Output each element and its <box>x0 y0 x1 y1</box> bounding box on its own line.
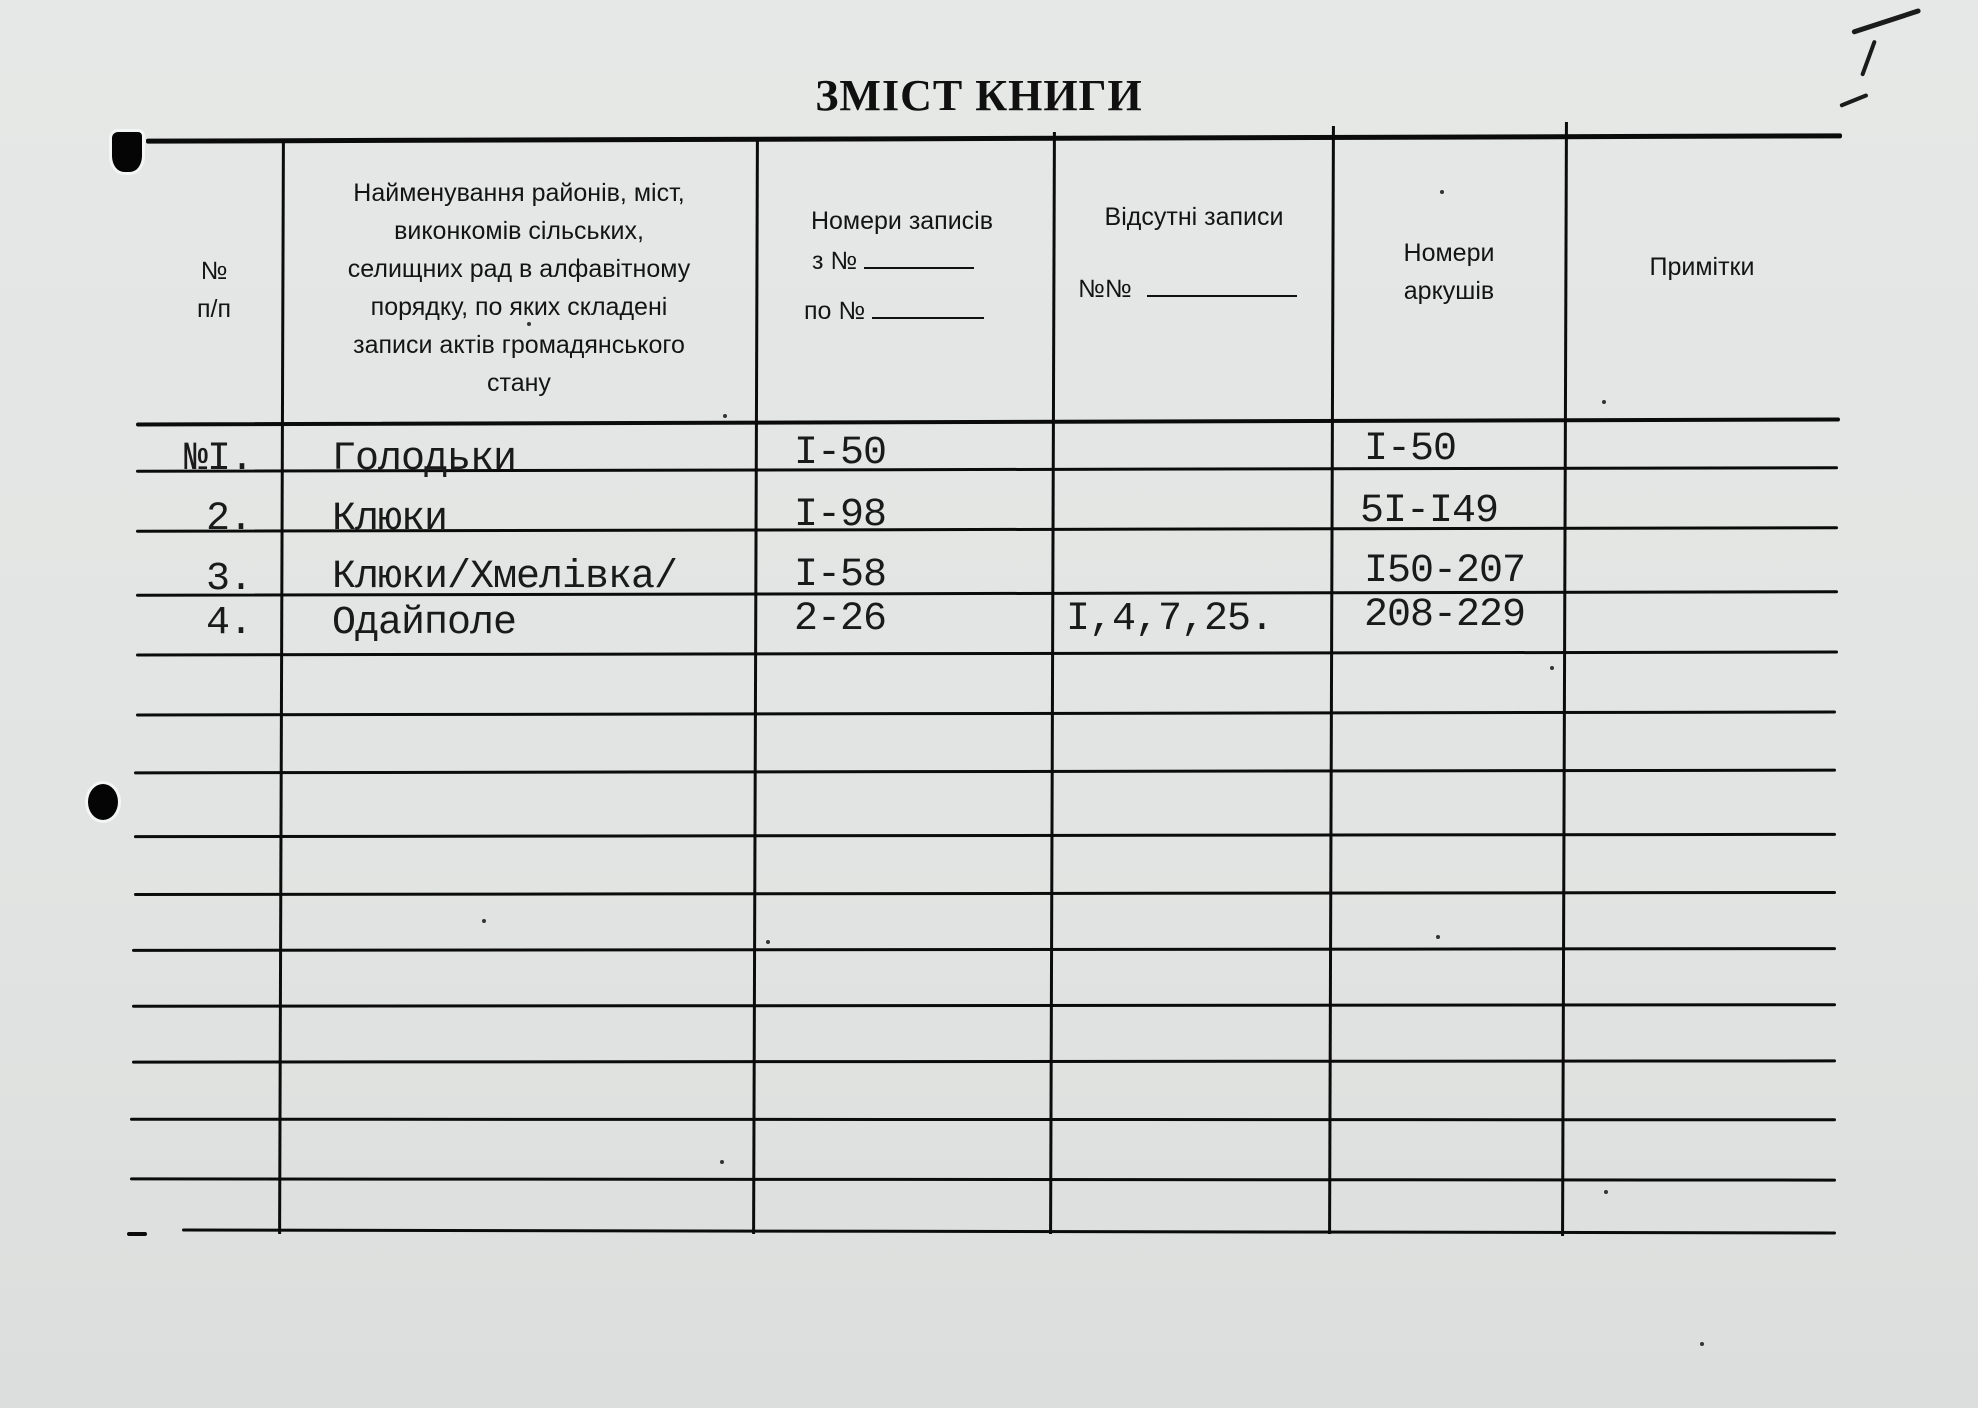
nn-blank <box>1147 295 1297 297</box>
scan-speck <box>1604 1190 1608 1194</box>
header-number <box>150 252 278 328</box>
row-number: 4. <box>206 601 253 646</box>
scan-speck <box>1700 1342 1704 1346</box>
row-rule <box>132 1003 1836 1007</box>
header-records <box>760 202 1050 330</box>
header-notes <box>1568 248 1836 286</box>
row-rule <box>132 947 1836 952</box>
row-records: I-98 <box>794 493 887 538</box>
row-records: I-50 <box>794 431 887 476</box>
header-number-line: п/п <box>196 295 232 323</box>
header-records-to <box>760 292 1050 330</box>
table-top-rule <box>146 133 1842 143</box>
page-title: ЗМІСТ КНИГИ <box>815 71 1143 120</box>
header-name-line: селищних рад в алфавітному <box>347 255 691 283</box>
row-rule <box>132 1059 1836 1063</box>
row-rule <box>136 651 1838 657</box>
header-records-title: Номери записів <box>810 207 994 235</box>
row-number: 3. <box>206 557 253 602</box>
to-blank <box>872 317 984 319</box>
row-name: Клюки <box>332 497 448 542</box>
header-bottom-rule <box>136 417 1840 426</box>
column-divider <box>278 142 285 1234</box>
row-rule <box>134 769 1836 775</box>
scan-speck <box>1550 666 1554 670</box>
row-rule <box>136 711 1836 717</box>
to-label: по № <box>804 297 866 325</box>
nn-label: №№ <box>1078 275 1132 303</box>
row-name: Одайполе <box>332 601 517 646</box>
header-notes-line: Примітки <box>1649 253 1755 281</box>
scan-speck <box>527 322 531 326</box>
row-rule <box>130 1118 1836 1122</box>
row-rule <box>134 833 1836 838</box>
handwritten-stroke-top <box>1851 8 1921 35</box>
header-name <box>286 174 752 402</box>
table-bottom-rule <box>182 1229 1836 1235</box>
header-records-from <box>760 242 1050 280</box>
header-missing-nn <box>1058 270 1330 308</box>
header-sheets-line: Номери <box>1403 239 1495 267</box>
header-missing-title: Відсутні записи <box>1104 203 1284 231</box>
header-name-line: порядку, по яких складені <box>370 293 668 321</box>
scan-speck <box>1440 190 1444 194</box>
row-rule <box>134 891 1836 896</box>
scan-speck <box>720 1160 724 1164</box>
header-number-line: № <box>200 257 228 285</box>
row-number: №I. <box>184 437 254 482</box>
from-blank <box>864 267 974 269</box>
row-sheets: 208-229 <box>1364 593 1526 638</box>
from-label: з № <box>812 247 858 275</box>
row-records: I-58 <box>794 553 887 598</box>
row-rule <box>130 1177 1836 1181</box>
row-name: Голодьки <box>332 437 517 482</box>
punch-hole-top <box>112 132 142 172</box>
scan-speck <box>1602 400 1606 404</box>
column-divider <box>1561 122 1568 1236</box>
scan-speck <box>1436 935 1440 939</box>
row-sheets: I50-207 <box>1364 549 1526 594</box>
header-name-line: виконкомів сільських, <box>394 217 644 245</box>
header-name-line: записи актів громадянського <box>353 331 685 359</box>
column-divider <box>752 140 759 1234</box>
row-sheets: I-50 <box>1364 427 1457 472</box>
row-missing: I,4,7,25. <box>1066 597 1274 642</box>
header-name-line: стану <box>487 369 551 397</box>
scan-speck <box>723 414 727 418</box>
header-name-line: Найменування районів, міст, <box>353 179 685 207</box>
column-divider <box>1049 132 1056 1234</box>
header-sheets <box>1336 234 1562 310</box>
row-number: 2. <box>206 497 253 542</box>
scan-speck <box>482 919 486 923</box>
row-sheets: 5I-I49 <box>1360 489 1499 534</box>
bottom-rule-stub <box>127 1232 147 1236</box>
header-sheets-line: аркушів <box>1403 277 1495 305</box>
scan-speck <box>766 940 770 944</box>
row-name: Клюки/Хмелівка/ <box>332 555 678 600</box>
punch-hole-middle <box>88 784 118 820</box>
header-missing <box>1058 198 1330 308</box>
row-records: 2-26 <box>794 597 887 642</box>
